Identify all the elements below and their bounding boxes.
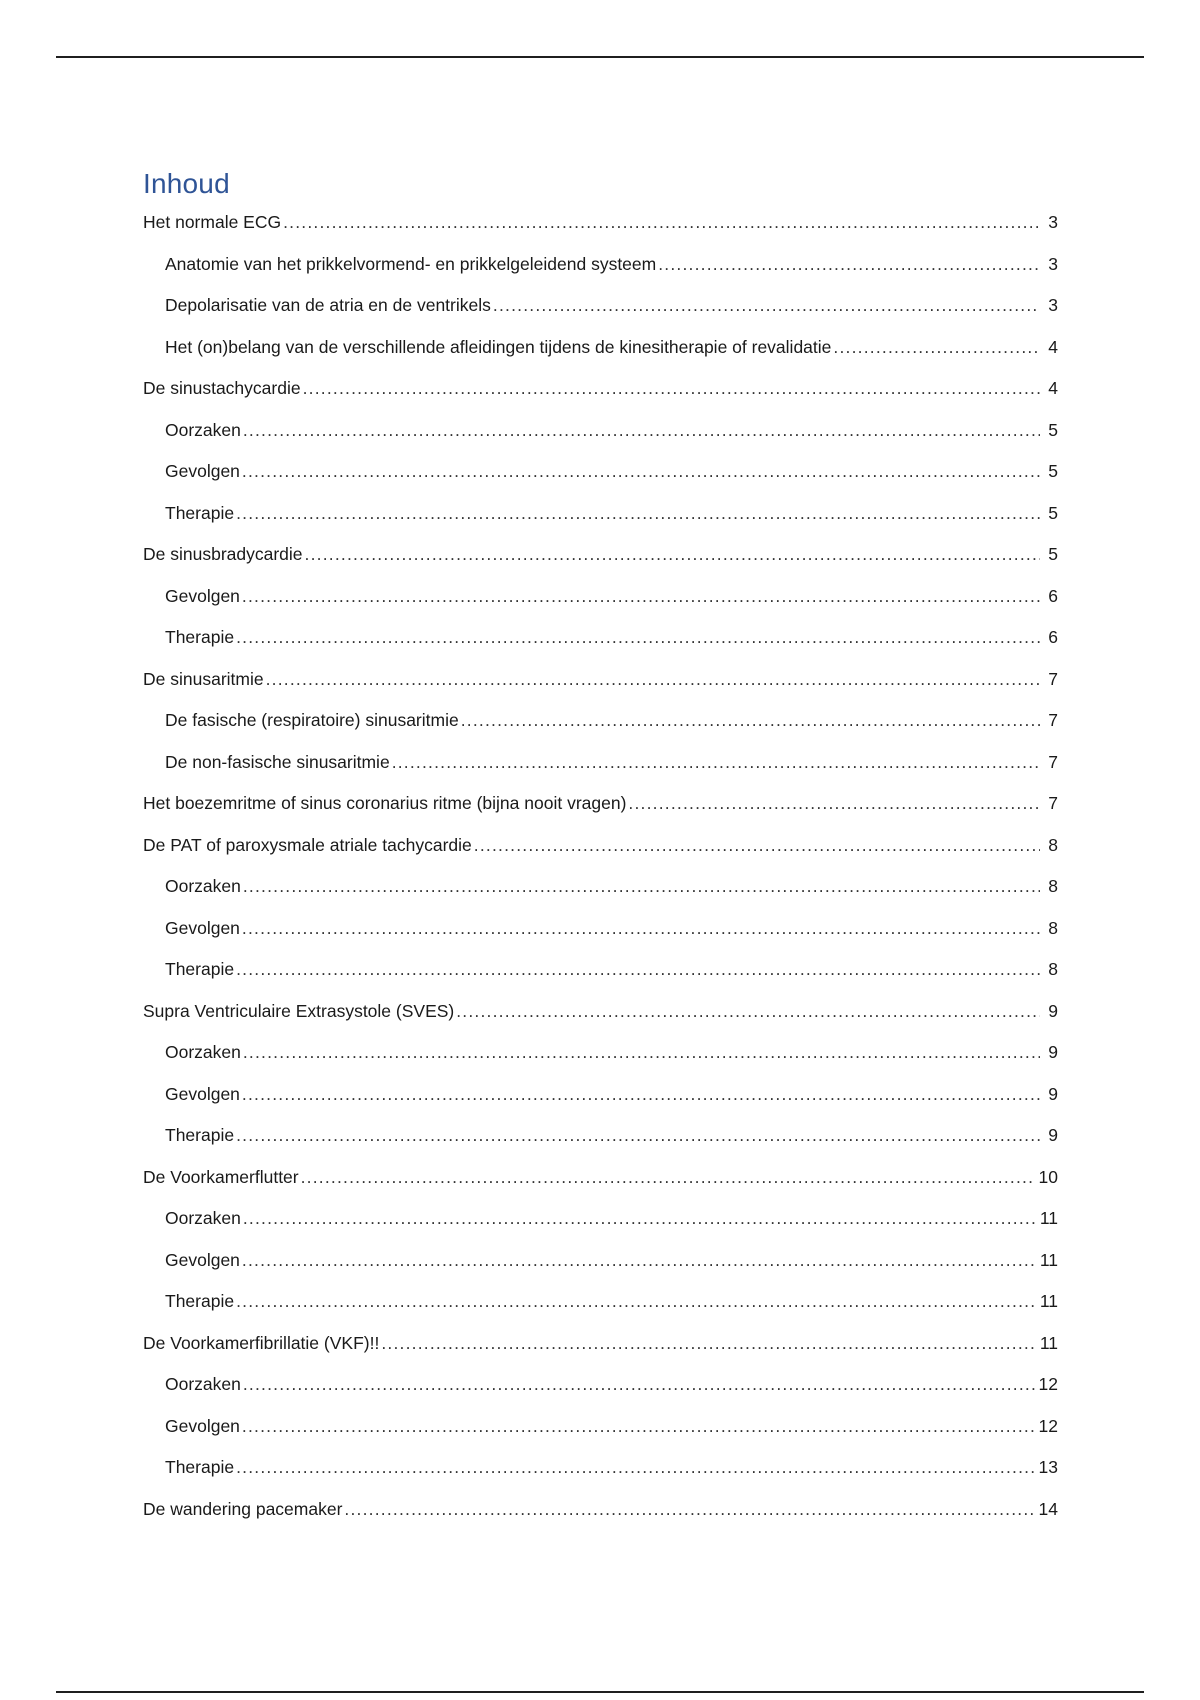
toc-page-number: 12 [1038,1415,1058,1436]
toc-entry[interactable] [143,1204,1058,1246]
toc-entry[interactable] [143,1038,1058,1080]
toc-entry-label: De Voorkamerfibrillatie (VKF)!! [143,1332,380,1353]
toc-entry-label: Anatomie van het prikkelvormend- en prikkelgeleidend systeem [165,253,657,274]
toc-entry[interactable] [143,1121,1058,1163]
toc-entry[interactable] [143,789,1058,831]
toc-entry-label: Gevolgen [165,585,240,606]
toc-page-number: 9 [1048,1000,1058,1021]
toc-entry-label: Therapie [165,1125,235,1145]
toc-entry-label: De PAT of paroxysmale atriale tachycardie [143,834,472,855]
toc-entry-label: De non-fasische sinusaritmie [165,751,390,772]
toc-dot-leader [242,461,1040,481]
toc-dot-leader [493,295,1040,315]
toc-dot-leader [236,503,1040,523]
toc-entry-label: De sinusaritmie [143,668,264,689]
toc-dot-leader [456,1001,1040,1021]
toc-entry-label: Therapie [165,1457,235,1477]
toc-page-number: 8 [1048,834,1058,855]
toc-dot-leader [242,1084,1040,1104]
toc-entry[interactable] [143,1163,1058,1205]
toc-dot-leader [242,1250,1036,1270]
toc-dot-leader [474,835,1040,855]
toc-entry[interactable] [143,333,1058,375]
toc-entry[interactable] [143,1453,1058,1495]
toc-dot-leader [242,918,1040,938]
toc-entry[interactable] [143,955,1058,997]
toc-page-number: 11 [1039,1291,1058,1311]
toc-dot-leader [628,793,1040,813]
toc-page-number: 11 [1039,1249,1058,1270]
toc-dot-leader [381,1333,1036,1353]
toc-entry-label: Het normale ECG [143,212,282,232]
toc-entry[interactable] [143,914,1058,956]
toc-page-number: 10 [1038,1166,1058,1187]
toc-entry-label: Het (on)belang van de verschillende afleidingen tijdens de kinesitherapie of revalidatie [165,336,832,357]
toc-entry[interactable] [143,582,1058,624]
toc-dot-leader [243,1042,1040,1062]
toc-entry[interactable] [143,1246,1058,1288]
toc-page-number: 8 [1048,876,1058,896]
toc-entry-label: Therapie [165,959,235,979]
toc-dot-leader [301,1167,1035,1187]
toc-entry[interactable] [143,1370,1058,1412]
toc-page-number: 13 [1038,1457,1058,1477]
toc-entry[interactable] [143,499,1058,541]
toc-entry-label: Het boezemritme of sinus coronarius ritme (bijna nooit vragen) [143,793,627,813]
footer-rule [56,1691,1144,1693]
toc-entry[interactable] [143,872,1058,914]
toc-entry-label: Oorzaken [165,1208,241,1228]
toc-entry[interactable] [143,1412,1058,1454]
toc-entry[interactable] [143,540,1058,582]
toc-entry-label: De wandering pacemaker [143,1498,343,1519]
toc-dot-leader [243,1374,1035,1394]
toc-page-number: 3 [1048,253,1058,274]
toc-entry[interactable] [143,748,1058,790]
toc-entry[interactable] [143,1080,1058,1122]
table-of-contents [143,166,1058,1536]
toc-page-number: 4 [1048,378,1058,398]
toc-page-number: 8 [1048,959,1058,979]
toc-dot-leader [305,544,1040,564]
toc-dot-leader [243,1208,1036,1228]
toc-dot-leader [242,1416,1035,1436]
toc-dot-leader [236,627,1040,647]
toc-dot-leader [266,669,1040,689]
toc-dot-leader [658,254,1040,274]
toc-entry-label: De sinustachycardie [143,378,301,398]
toc-page-number: 9 [1048,1042,1058,1062]
toc-page-number: 7 [1048,668,1058,689]
toc-entry[interactable] [143,291,1058,333]
toc-page-number: 9 [1048,1125,1058,1145]
toc-page-number: 3 [1048,212,1058,232]
toc-dot-leader [283,212,1040,232]
toc-page-number: 7 [1048,710,1058,730]
toc-entry[interactable] [143,416,1058,458]
toc-entry-label: Gevolgen [165,1249,240,1270]
toc-entry[interactable] [143,623,1058,665]
toc-dot-leader [243,876,1040,896]
toc-entry-label: Therapie [165,1291,235,1311]
toc-page-number: 4 [1048,336,1058,357]
toc-dot-leader [392,752,1040,772]
toc-page-number: 8 [1048,917,1058,938]
toc-dot-leader [833,337,1040,357]
toc-dot-leader [236,1291,1036,1311]
toc-dot-leader [243,420,1040,440]
toc-entry[interactable] [143,665,1058,707]
toc-entry[interactable] [143,208,1058,250]
toc-page-number: 6 [1048,585,1058,606]
toc-page-number: 12 [1038,1374,1058,1394]
toc-dot-leader [236,1125,1040,1145]
toc-entry[interactable] [143,706,1058,748]
toc-entry-label: De fasische (respiratoire) sinusaritmie [165,710,459,730]
toc-page-number: 6 [1048,627,1058,647]
toc-entry-label: Gevolgen [165,1415,240,1436]
toc-entry[interactable] [143,997,1058,1039]
header-rule [56,56,1144,58]
toc-page-number: 9 [1048,1083,1058,1104]
toc-dot-leader [344,1499,1034,1519]
toc-entry-label: De Voorkamerflutter [143,1166,299,1187]
toc-page-number: 14 [1038,1498,1058,1519]
toc-title: Inhoud [143,168,230,199]
toc-page-number: 5 [1048,419,1058,440]
toc-page-number: 7 [1048,751,1058,772]
toc-entry-label: Oorzaken [165,419,241,440]
toc-entry-label: Gevolgen [165,1083,240,1104]
toc-entry-label: Oorzaken [165,1042,241,1062]
toc-page-number: 5 [1048,461,1058,481]
toc-page-number: 5 [1048,544,1058,564]
toc-page-number: 5 [1048,502,1058,523]
toc-entry-label: Oorzaken [165,1374,241,1394]
toc-entry-label: Depolarisatie van de atria en de ventrikels [165,295,491,315]
toc-entry-label: Gevolgen [165,461,240,481]
toc-entry[interactable] [143,457,1058,499]
toc-entry[interactable] [143,250,1058,292]
toc-entry-label: Gevolgen [165,917,240,938]
toc-entry-label: De sinusbradycardie [143,544,303,564]
toc-list [143,208,1058,1536]
toc-entry[interactable] [143,1495,1058,1537]
toc-page-number: 11 [1039,1332,1058,1353]
toc-entry[interactable] [143,831,1058,873]
toc-entry-label: Oorzaken [165,876,241,896]
toc-page-number: 11 [1039,1208,1058,1228]
toc-page-number: 3 [1048,295,1058,315]
toc-entry[interactable] [143,1287,1058,1329]
toc-entry-label: Therapie [165,627,235,647]
toc-dot-leader [242,586,1040,606]
toc-entry-label: Therapie [165,502,235,523]
toc-dot-leader [236,1457,1034,1477]
toc-dot-leader [303,378,1040,398]
toc-dot-leader [461,710,1040,730]
toc-entry[interactable] [143,1329,1058,1371]
toc-entry[interactable] [143,374,1058,416]
toc-dot-leader [236,959,1040,979]
toc-entry-label: Supra Ventriculaire Extrasystole (SVES) [143,1000,455,1021]
toc-page-number: 7 [1048,793,1058,813]
